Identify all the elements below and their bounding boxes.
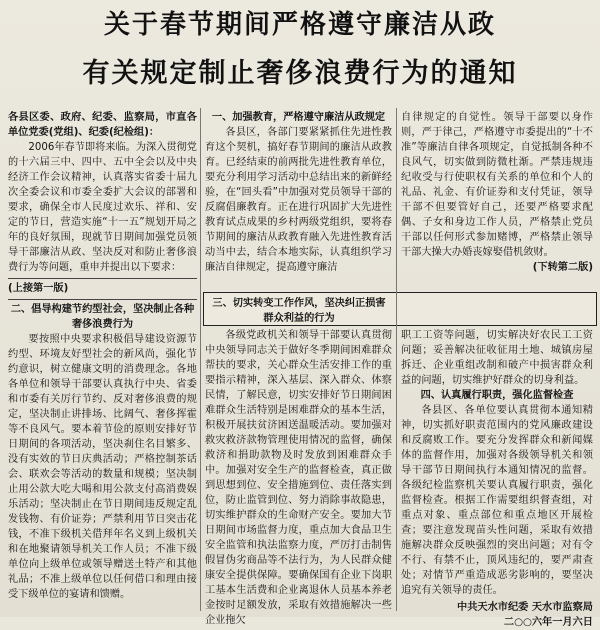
issue-date: 二○○六年一月六日: [503, 617, 593, 628]
section-4-heading: 四、认真履行职责，强化监督检查: [420, 390, 574, 401]
column-2-bottom: [205, 328, 392, 626]
signature: 中共天水市纪委 天水市监察局: [457, 602, 593, 613]
intro-paragraph: 2006年春节即将来临。为深入贯彻党的十六届三中、四中、五中全会以及中央经济工作会议精神，认真落实省委十届九次全委会议和市委全委扩大会议的部署和要求，确保全市人民度过欢乐、祥和、安定的节日，营造实施“十一五”规划开局之年的良好氛围，现就节日期间加强党员领导干部廉洁从政、坚决反对和防止奢侈浪费行为等问题，重申并提出以下要求：: [8, 142, 197, 273]
continued-from-note: (上接第一版): [8, 283, 69, 294]
column-3-top-body: 自律规定的自觉性。领导干部要以身作则，严于律己，严格遵守市委提出的“十不准”等廉洁自律各项规定，自觉抵制各种不良风气，切实做到防微杜渐。严禁违规违纪收受与行使职权有关系的单位和个人的礼品、礼金、有价证券和支付凭证，领导干部不但要管好自己，还要严格要求配偶、子女和身边工作人员，严格禁止党员干部以任何形式参加赌博，严格禁止领导干部大操大办婚丧嫁娶借机敛财。: [401, 112, 593, 258]
headline: [0, 6, 600, 94]
section-3-heading-box: [203, 292, 597, 326]
section-2-body: 要按照中央要求积极倡导建设资源节约型、环境友好型社会的新风尚，强化节约意识，树立健康文明的消费理念。各地各单位和领导干部要认真执行中央、省委和市委有关厉行节约、反对奢侈浪费的规定，坚决制止讲排场、比阔气、奢侈挥霍等不良风气。要本着节俭的原则安排好节日期间的各项活动，坚决刹住名目繁多、没有实效的节日庆典活动；严格控制茶话会、联欢会等活动的数量和规模；坚决制止用公款大吃大喝和用公款支付高消费娱乐活动；坚决制止在节日期间违反规定乱发钱物、有价证券；严禁利用节日突击花钱，不准下级机关借拜年名义到上级机关和在地聚请领导机关工作人员；不准下级单位向上级单位或领导赠送土特产和其他礼品；不准上级单位以任何借口和理由接受下级单位的宴请和馈赠。: [8, 334, 197, 600]
column-rule: [200, 108, 201, 611]
section-3-heading: 三、切实转变工作作风，坚决纠正损害群众利益的行为: [212, 298, 386, 324]
column-1: [8, 110, 197, 610]
section-1-heading: 一、加强教育，严格遵守廉洁从政规定: [211, 112, 386, 123]
section-1-body: 各县区，各部门要紧紧抓住先进性教育这个契机，搞好春节期间的廉洁从政教育。已经结束的前两批先进性教育单位，要充分利用学习活动中总结出来的新鲜经验，在“回头看”中加强对党员领导干部的反腐倡廉教育。正在进行巩固扩大先进性教育试点成果的乡村两级党组织，要将春节期间的廉洁从政教育融入先进性教育活动当中去，结合本地实际，认真组织学习廉洁自律规定，提高遵守廉洁: [205, 127, 392, 273]
headline-line-2: 有关规定制止奢侈浪费行为的通知: [82, 58, 518, 89]
headline-line-1: 关于春节期间严格遵守廉洁从政: [103, 10, 496, 40]
section-2-heading: 二、倡导构建节约型社会，坚决制止各种奢侈浪费行为: [10, 304, 195, 330]
column-3-top: [401, 110, 593, 290]
column-2-top: [205, 110, 392, 290]
section-3-body: 各级党政机关和领导干部要认真贯彻中央领导同志关于做好冬季期间困难群众帮扶的要求，关心群众生活安排工作的重要指示精神，深入基层、深入群众、体察民情，了解民意，切实安排好节日期间困难群众生活特别是困难群众的基本生活，积极开展扶贫济困送温暖活动。要加强对救灾救济款物管理使用情况的监督，确保救济和捐助款物及时发放到困难群众手中。加强对安全生产的监督检查，真正做到思想到位、安全措施到位、责任落实到位，防止监管到位、努力消除事故隐患，切实维护群众的生命财产安全。要加大节日期间市场监督力度，重点加大食品卫生安全监管和执法监察力度，严厉打击制售假冒伪劣商品等不法行为，为人民群众健康安全提供保障。要确保国有企业下岗职工基本生活费和企业离退休人员基本养老金按时足额发放，采取有效措施解决一些企业拖欠: [205, 330, 392, 626]
continued-to-note: (下转第二版): [532, 262, 593, 273]
divider: [8, 278, 197, 279]
section-4-body: 各县区、各单位要认真贯彻本通知精神，切实抓好职责范围内的党风廉政建设和反腐败工作。要充分发挥群众和新闻媒体的监督作用，加强对各级领导机关和领导干部节日期间执行本通知情况的监督。各级纪检监察机关要认真履行职责，强化监督检查。根据工作需要组织督查组，对重点对象、重点部位和重点地区开展检查；要注意发现苗头性问题，采取有效措施解决群众反映强烈的突出问题；对有令不行、有禁不止，顶风违纪的，要严肃查处；对情节严重造成恶劣影响的，要坚决追究有关领导的责任。: [401, 405, 593, 596]
salutation: 各县区委、政府、纪委、监察局，市直各单位党委(党组)、纪委(纪检组)：: [8, 112, 197, 138]
column-rule: [396, 108, 397, 611]
column-3-mid-body: 职工工资等问题，切实解决好农民工工资问题；妥善解决征收征用土地、城镇房屋拆迁、企业重组改制和破产中损害群众利益的问题，切实维护好群众的切身利益。: [401, 330, 593, 386]
divider: [8, 299, 197, 300]
column-3-bottom: [401, 328, 593, 628]
